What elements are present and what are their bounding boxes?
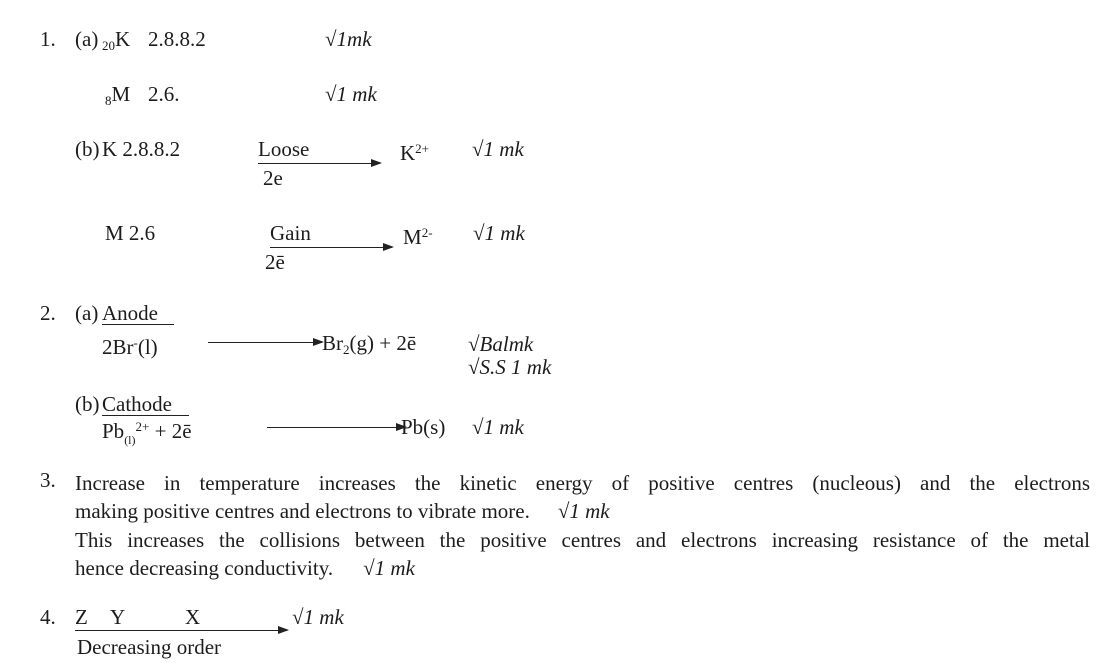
formula-subscript: 2: [343, 342, 350, 357]
mark-award: √Balmk: [468, 332, 534, 356]
atomic-number: 20: [102, 38, 115, 53]
state-symbol: (l): [137, 335, 158, 359]
mark-award: √1 mk: [557, 499, 610, 524]
mark-award: √S.S 1 mk: [468, 355, 552, 379]
mark-award: √1 mk: [292, 605, 344, 629]
mark-award: √1 mk: [325, 82, 377, 106]
reaction-arrow: [270, 247, 392, 248]
part-label: (a): [75, 301, 99, 325]
mark-award: √1mk: [325, 27, 372, 51]
mark-award: √1 mk: [472, 415, 524, 439]
paragraph-line: Increase in temperature increases the kinetic energy of positive centres (nucleous) and the electrons: [75, 471, 1090, 495]
paragraph-line: hence decreasing conductivity. √1 mk: [75, 555, 415, 580]
ion-charge: 2+: [415, 141, 430, 156]
order-arrow: [75, 630, 287, 631]
reaction-arrow: [208, 342, 322, 343]
reaction-arrow: [258, 163, 380, 164]
species-config: M 2.6: [105, 221, 156, 245]
letter-x: X: [185, 605, 201, 629]
product-formula: $Br_2(g)$ + 2ē: [322, 331, 417, 357]
question-number: 1.: [40, 27, 56, 51]
part-label: (b): [75, 137, 100, 161]
reactant-formula: $Pb_{(l)}^{2+}$ + 2ē: [102, 419, 192, 447]
product-formula: Pb(s): [401, 415, 446, 439]
question-number: 4.: [40, 605, 56, 629]
mark-award: √1 mk: [363, 555, 415, 580]
electron-config: 2.8.8.2: [148, 27, 206, 51]
explanation-paragraph: [75, 469, 1090, 582]
electrons-label: 2ē: [265, 250, 285, 274]
mark-award: √1 mk: [472, 137, 524, 161]
letter-z: Z: [75, 605, 88, 629]
species-config: K 2.8.8.2: [102, 137, 181, 161]
letter-y: Y: [110, 605, 126, 629]
marks-column: [468, 333, 551, 379]
ion-formula: $K^{2+}$: [400, 141, 430, 165]
reaction-arrow: [267, 427, 405, 428]
electrode-label: Anode: [102, 302, 174, 325]
ion-formula: $M^{2-}$: [403, 225, 433, 249]
electrons-label: 2e: [263, 166, 283, 190]
part-label: (a): [75, 27, 99, 51]
process-label: Loose: [258, 137, 310, 161]
reactant-formula: 2Br-(l): [102, 335, 158, 359]
order-caption: Decreasing order: [77, 635, 222, 659]
paragraph-line: making positive centres and electrons to vibrate more. √1 mk: [75, 499, 610, 524]
ion-charge: -: [133, 335, 138, 350]
ion-charge: 2+: [135, 419, 150, 434]
element-symbol: $_{20}$K: [102, 27, 131, 53]
process-label: Gain: [270, 221, 311, 245]
mark-award: √1 mk: [473, 221, 525, 245]
electron-config: 2.6.: [148, 82, 180, 106]
ion-charge: 2-: [421, 225, 433, 240]
atomic-number: 8: [105, 93, 112, 108]
question-number: 3.: [40, 468, 56, 492]
question-number: 2.: [40, 301, 56, 325]
part-label: (b): [75, 392, 100, 416]
paragraph-line: This increases the collisions between the positive centres and electrons increasing resistance of the metal: [75, 527, 1090, 552]
state-symbol: (l): [124, 433, 136, 447]
electrode-label: Cathode: [102, 393, 189, 416]
element-symbol: $_8$M: [105, 82, 131, 108]
